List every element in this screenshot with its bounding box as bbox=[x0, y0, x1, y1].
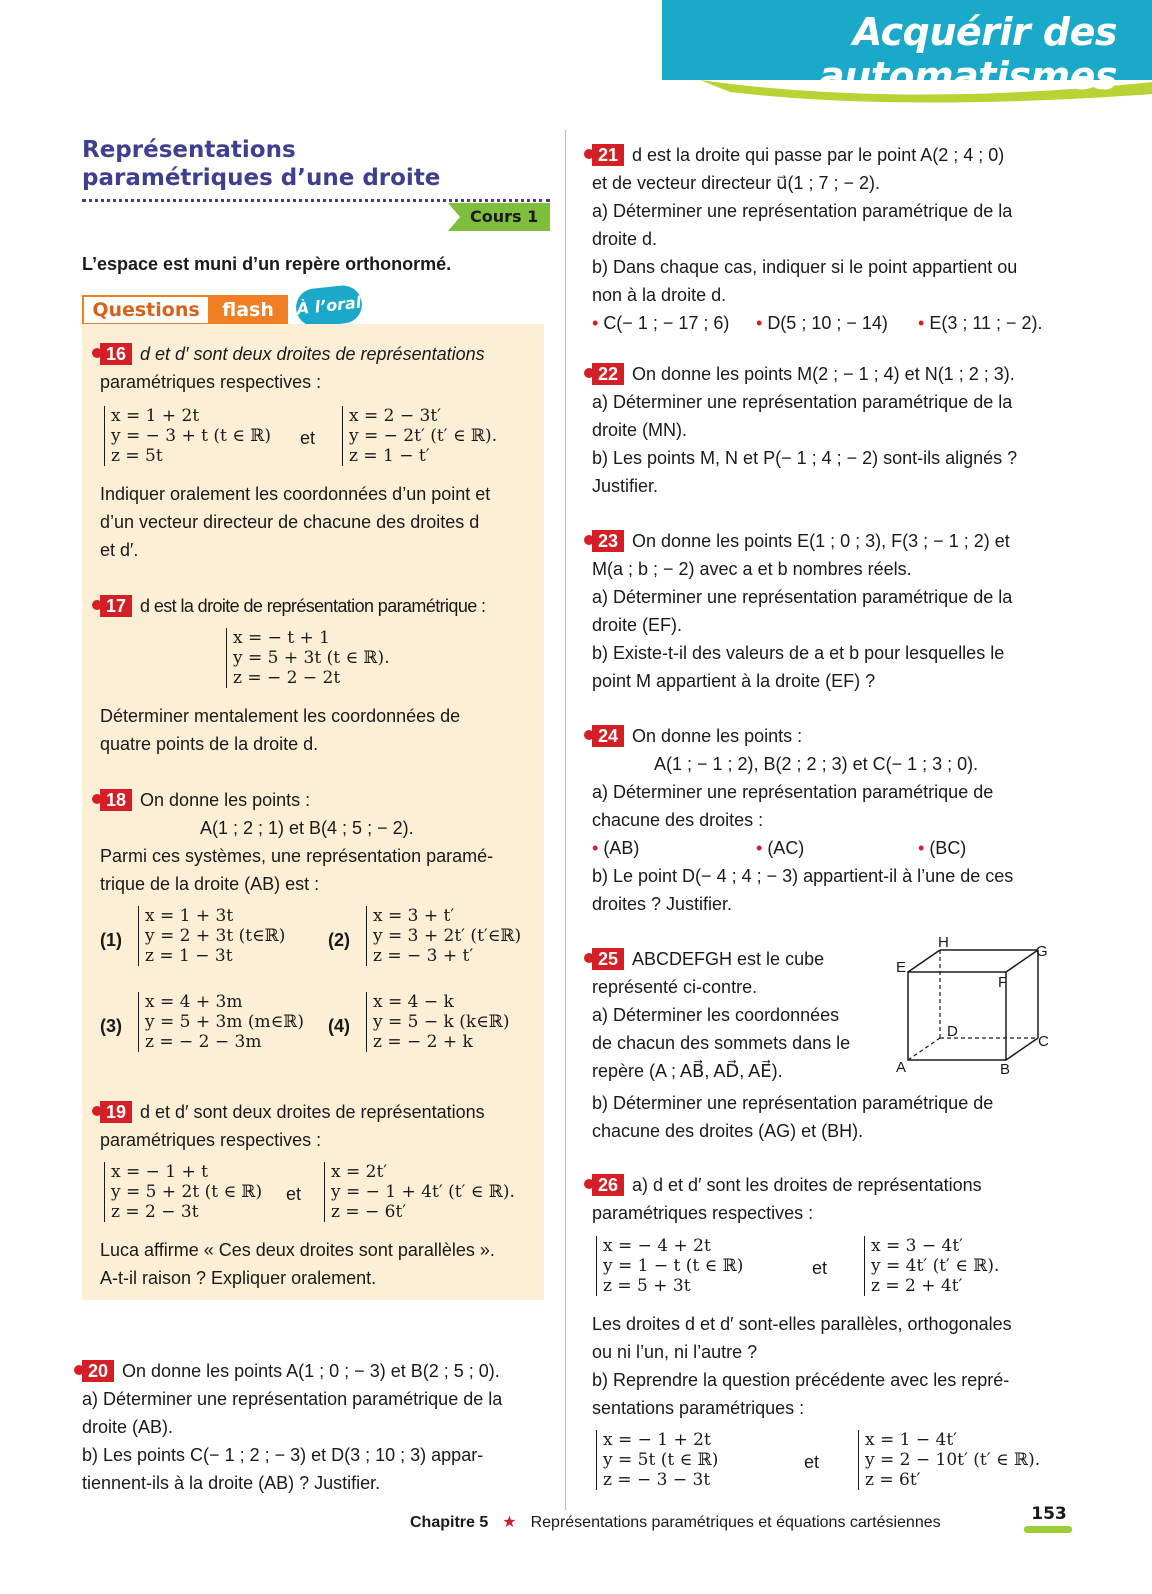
ex21-line2: et de vecteur directeur u⃗(1 ; 7 ; − 2). bbox=[592, 173, 881, 193]
cube-edge bbox=[1006, 950, 1038, 972]
ex22-line1: On donne les points M(2 ; − 1 ; 4) et N(1 ; 2 ; 3). bbox=[632, 364, 1015, 384]
ex24-line-ab bbox=[592, 834, 639, 862]
ex18-system-2 bbox=[366, 906, 521, 966]
ex20-b2: tiennent-ils à la droite (AB) ? Justifier. bbox=[82, 1473, 381, 1493]
point-label: C(− 1 ; − 17 ; 6) bbox=[603, 313, 730, 333]
ex19-line1: d et d′ sont deux droites de représentations bbox=[140, 1102, 485, 1122]
sys-line: x = − 1 + 2t bbox=[603, 1430, 711, 1450]
ex19-text1: Luca affirme « Ces deux droites sont parallèles ». bbox=[100, 1240, 495, 1260]
cours-tag bbox=[448, 203, 550, 231]
ex21-point-e bbox=[918, 309, 1043, 337]
sys-line: y = 3 + 2t′ (t′∈ℝ) bbox=[373, 926, 522, 946]
ex25-b1: b) Déterminer une représentation paramétrique de bbox=[592, 1093, 994, 1113]
sys-line: y = − 1 + 4t′ (t′ ∈ ℝ). bbox=[331, 1182, 515, 1202]
ex19-system-a bbox=[104, 1162, 262, 1222]
ex21-line1: d est la droite qui passe par le point A(2 ; 4 ; 0) bbox=[632, 145, 1005, 165]
vertex-label: F bbox=[998, 974, 1008, 991]
ex25-a3: repère (A ; AB⃗, AD⃗, AE⃗). bbox=[592, 1061, 783, 1081]
ex21-b2: non à la droite d. bbox=[592, 285, 727, 305]
ex26-b1: b) Reprendre la question précédente avec les repré- bbox=[592, 1370, 1010, 1390]
vertex-label: D bbox=[947, 1023, 958, 1040]
ex20-a1: a) Déterminer une représentation paramétrique de la bbox=[82, 1389, 503, 1409]
ex24-b1: b) Le point D(− 4 ; 4 ; − 3) appartient-il à l’une de ces bbox=[592, 866, 1014, 886]
line-label: (AB) bbox=[603, 838, 640, 858]
ex20-b1: b) Les points C(− 1 ; 2 ; − 3) et D(3 ; 10 ; 3) appar- bbox=[82, 1445, 484, 1465]
exercise-number: 22 bbox=[592, 363, 624, 385]
sys-line: y = 2 + 3t (t∈ℝ) bbox=[145, 926, 286, 946]
sys-line: y = 5 + 2t (t ∈ ℝ) bbox=[111, 1182, 263, 1202]
ex22-b1: b) Les points M, N et P(− 1 ; 4 ; − 2) sont-ils alignés ? bbox=[592, 448, 1018, 468]
ex22-a1: a) Déterminer une représentation paramétrique de la bbox=[592, 392, 1013, 412]
sys-line: x = − 1 + t bbox=[111, 1162, 208, 1182]
sys-line: z = 5t bbox=[111, 446, 163, 466]
sys-line: z = − 2 − 2t bbox=[233, 668, 341, 688]
ex17-text2: quatre points de la droite d. bbox=[100, 734, 319, 754]
exercise-17 bbox=[100, 592, 485, 620]
ex19-line2: paramétriques respectives : bbox=[100, 1130, 322, 1150]
sys-line: x = 1 − 4t′ bbox=[865, 1430, 958, 1450]
sys-line: y = − 3 + t (t ∈ ℝ) bbox=[111, 426, 272, 446]
exercise-24 bbox=[592, 722, 802, 750]
sys-line: z = 1 − t′ bbox=[349, 446, 430, 466]
vertex-label: H bbox=[938, 934, 949, 951]
ex25-line1: ABCDEFGH est le cube bbox=[632, 949, 825, 969]
ex18-line1: On donne les points : bbox=[140, 790, 311, 810]
cours-label: Cours 1 bbox=[470, 207, 539, 226]
sys-line: z = 5 + 3t bbox=[603, 1276, 691, 1296]
vertex-label: G bbox=[1036, 943, 1048, 960]
cube-edge bbox=[1006, 1038, 1038, 1060]
sys-line: y = 5 + 3t (t ∈ ℝ). bbox=[233, 648, 390, 668]
ex17-text1: Déterminer mentalement les coordonnées de bbox=[100, 706, 461, 726]
exercise-number: 18 bbox=[100, 789, 132, 811]
sys-line: x = 2 − 3t′ bbox=[349, 406, 442, 426]
exercise-20 bbox=[82, 1357, 500, 1385]
ex24-line-bc bbox=[918, 834, 966, 862]
ex23-b1: b) Existe-t-il des valeurs de a et b pour lesquelles le bbox=[592, 643, 1005, 663]
vertex-label: B bbox=[1000, 1061, 1011, 1078]
ex18-label-4: (4) bbox=[328, 1016, 350, 1036]
ex24-line2: A(1 ; − 1 ; 2), B(2 ; 2 ; 3) et C(− 1 ; 3 ; 0). bbox=[654, 754, 979, 774]
ex20-a2: droite (AB). bbox=[82, 1417, 174, 1437]
ex26-et: et bbox=[812, 1258, 828, 1278]
ex26-q1: Les droites d et d′ sont-elles parallèles, orthogonales bbox=[592, 1314, 1012, 1334]
ex26-system-c bbox=[596, 1430, 718, 1490]
footer bbox=[410, 1512, 941, 1532]
sys-line: x = 4 + 3m bbox=[145, 992, 243, 1012]
sys-line: z = − 3 + t′ bbox=[373, 946, 474, 966]
ex26-line1: a) d et d′ sont les droites de représentations bbox=[632, 1175, 982, 1195]
ex26-et-2: et bbox=[804, 1452, 820, 1472]
ex25-a2: de chacun des sommets dans le bbox=[592, 1033, 851, 1053]
ex18-label-2: (2) bbox=[328, 930, 350, 950]
ex16-system-a bbox=[104, 406, 271, 466]
questions-label: Questions bbox=[82, 295, 210, 325]
exercise-number: 26 bbox=[592, 1174, 624, 1196]
exercise-25 bbox=[592, 945, 824, 973]
exercise-number: 16 bbox=[100, 343, 132, 365]
line-label: (AC) bbox=[767, 838, 805, 858]
ex21-a1: a) Déterminer une représentation paramétrique de la bbox=[592, 201, 1013, 221]
ex18-line2: A(1 ; 2 ; 1) et B(4 ; 5 ; − 2). bbox=[200, 818, 414, 838]
column-separator bbox=[565, 130, 566, 1510]
section-title bbox=[82, 136, 440, 192]
ex24-a2: chacune des droites : bbox=[592, 810, 764, 830]
vertex-label: E bbox=[896, 959, 907, 976]
exercise-18 bbox=[100, 786, 310, 814]
sys-line: z = 2 − 3t bbox=[111, 1202, 199, 1222]
sys-line: y = 2 − 10t′ (t′ ∈ ℝ). bbox=[865, 1450, 1041, 1470]
section-title-line1: Représentations bbox=[82, 137, 296, 163]
ex16-text3: et d′. bbox=[100, 540, 139, 560]
ex25-line2: représenté ci-contre. bbox=[592, 977, 758, 997]
ex25-b2: chacune des droites (AG) et (BH). bbox=[592, 1121, 864, 1141]
ex18-line4: trique de la droite (AB) est : bbox=[100, 874, 320, 894]
bullet-icon: • bbox=[918, 313, 930, 333]
ex18-system-4 bbox=[366, 992, 510, 1052]
cube-figure bbox=[890, 930, 1060, 1080]
sys-line: x = − 4 + 2t bbox=[603, 1236, 711, 1256]
exercise-number: 19 bbox=[100, 1101, 132, 1123]
footer-title: Représentations paramétriques et équations cartésiennes bbox=[530, 1514, 941, 1531]
page-number: 153 bbox=[1031, 1504, 1067, 1524]
ex19-text2: A-t-il raison ? Expliquer oralement. bbox=[100, 1268, 377, 1288]
sys-line: z = − 3 − 3t bbox=[603, 1470, 711, 1490]
ex26-system-d bbox=[858, 1430, 1040, 1490]
ex24-a1: a) Déterminer une représentation paramétrique de bbox=[592, 782, 994, 802]
sys-line: z = − 2 − 3m bbox=[145, 1032, 262, 1052]
sys-line: x = 1 + 2t bbox=[111, 406, 200, 426]
exercise-22 bbox=[592, 360, 1015, 388]
sys-line: z = − 2 + k bbox=[373, 1032, 473, 1052]
footer-chapter: Chapitre 5 bbox=[410, 1514, 489, 1531]
ex16-line2: paramétriques respectives : bbox=[100, 372, 322, 392]
ex26-system-b bbox=[864, 1236, 999, 1296]
page-number-underline bbox=[1024, 1526, 1072, 1533]
sys-line: x = 1 + 3t bbox=[145, 906, 234, 926]
ex21-b1: b) Dans chaque cas, indiquer si le point appartient ou bbox=[592, 257, 1018, 277]
ex23-a1: a) Déterminer une représentation paramétrique de la bbox=[592, 587, 1013, 607]
ex20-line1: On donne les points A(1 ; 0 ; − 3) et B(2 ; 5 ; 0). bbox=[122, 1361, 500, 1381]
sys-line: z = 1 − 3t bbox=[145, 946, 233, 966]
sys-line: y = 5 + 3m (m∈ℝ) bbox=[145, 1012, 304, 1032]
exercise-21 bbox=[592, 141, 1004, 169]
ex18-system-1 bbox=[138, 906, 285, 966]
sys-line: y = − 2t′ (t′ ∈ ℝ). bbox=[349, 426, 498, 446]
exercise-19 bbox=[100, 1098, 485, 1126]
ex16-text1: Indiquer oralement les coordonnées d’un point et bbox=[100, 484, 491, 504]
sys-line: x = − t + 1 bbox=[233, 628, 330, 648]
cube-edge bbox=[908, 950, 940, 972]
ex16-text2: d’un vecteur directeur de chacune des droites d bbox=[100, 512, 480, 532]
point-label: D(5 ; 10 ; − 14) bbox=[767, 313, 888, 333]
exercise-number: 17 bbox=[100, 595, 132, 617]
exercise-number: 21 bbox=[592, 144, 624, 166]
bullet-icon: • bbox=[592, 838, 604, 858]
ex24-b2: droites ? Justifier. bbox=[592, 894, 733, 914]
sys-line: x = 4 − k bbox=[373, 992, 454, 1012]
ex23-line2: M(a ; b ; − 2) avec a et b nombres réels. bbox=[592, 559, 912, 579]
exercise-number: 25 bbox=[592, 948, 624, 970]
ex23-a2: droite (EF). bbox=[592, 615, 683, 635]
ex21-point-c bbox=[592, 309, 729, 337]
ex18-label-1: (1) bbox=[100, 930, 122, 950]
sys-line: z = − 6t′ bbox=[331, 1202, 407, 1222]
ex23-line1: On donne les points E(1 ; 0 ; 3), F(3 ; − 1 ; 2) et bbox=[632, 531, 1010, 551]
bullet-icon: • bbox=[756, 838, 768, 858]
ex16-line1: d et d′ sont deux droites de représentations bbox=[140, 344, 485, 364]
ex24-line1: On donne les points : bbox=[632, 726, 803, 746]
sys-line: y = 5t (t ∈ ℝ) bbox=[603, 1450, 719, 1470]
ex19-system-b bbox=[324, 1162, 515, 1222]
point-label: E(3 ; 11 ; − 2). bbox=[929, 313, 1043, 333]
sys-line: y = 5 − k (k∈ℝ) bbox=[373, 1012, 510, 1032]
oral-badge: À l’oral bbox=[294, 284, 364, 329]
ex18-line3: Parmi ces systèmes, une représentation paramé- bbox=[100, 846, 494, 866]
ex25-a1: a) Déterminer les coordonnées bbox=[592, 1005, 840, 1025]
sys-line: z = 2 + 4t′ bbox=[871, 1276, 963, 1296]
ex21-a2: droite d. bbox=[592, 229, 658, 249]
ex21-point-d bbox=[756, 309, 888, 337]
ex16-system-b bbox=[342, 406, 497, 466]
sys-line: x = 3 + t′ bbox=[373, 906, 455, 926]
ex26-line2: paramétriques respectives : bbox=[592, 1203, 814, 1223]
ex18-label-3: (3) bbox=[100, 1016, 122, 1036]
sys-line: x = 2t′ bbox=[331, 1162, 388, 1182]
ex22-b2: Justifier. bbox=[592, 476, 659, 496]
exercise-26 bbox=[592, 1171, 982, 1199]
arrow-icon bbox=[448, 203, 460, 231]
exercise-number: 24 bbox=[592, 725, 624, 747]
ex19-et: et bbox=[286, 1184, 302, 1204]
ex24-line-ac bbox=[756, 834, 804, 862]
cube-hidden-edge bbox=[908, 1038, 940, 1060]
ex22-a2: droite (MN). bbox=[592, 420, 688, 440]
ex17-system bbox=[226, 628, 390, 688]
cube-front-face bbox=[908, 972, 1006, 1060]
ex26-b2: sentations paramétriques : bbox=[592, 1398, 805, 1418]
exercise-16 bbox=[100, 340, 485, 368]
sys-line: x = 3 − 4t′ bbox=[871, 1236, 964, 1256]
header-title: Acquérir des automatismes bbox=[819, 10, 1117, 98]
dotted-divider bbox=[82, 199, 550, 202]
exercise-number: 20 bbox=[82, 1360, 114, 1382]
bullet-icon: • bbox=[592, 313, 604, 333]
exercise-number: 23 bbox=[592, 530, 624, 552]
sys-line: y = 4t′ (t′ ∈ ℝ). bbox=[871, 1256, 1000, 1276]
section-title-line2: paramétriques d’une droite bbox=[82, 165, 441, 191]
ex26-system-a bbox=[596, 1236, 743, 1296]
ex23-b2: point M appartient à la droite (EF) ? bbox=[592, 671, 876, 691]
ex17-line1: d est la droite de représentation paramétrique : bbox=[140, 596, 486, 616]
line-label: (BC) bbox=[929, 838, 967, 858]
bullet-icon: • bbox=[918, 838, 930, 858]
ex18-system-3 bbox=[138, 992, 304, 1052]
exercise-23 bbox=[592, 527, 1010, 555]
sys-line: y = 1 − t (t ∈ ℝ) bbox=[603, 1256, 744, 1276]
sys-line: z = 6t′ bbox=[865, 1470, 921, 1490]
vertex-label: C bbox=[1038, 1033, 1049, 1050]
star-icon: ★ bbox=[502, 1514, 517, 1531]
ex16-et: et bbox=[300, 428, 316, 448]
bullet-icon: • bbox=[756, 313, 768, 333]
flash-label: flash bbox=[208, 295, 288, 325]
vertex-label: A bbox=[896, 1059, 907, 1076]
intro-text: L’espace est muni d’un repère orthonormé. bbox=[82, 254, 452, 274]
ex26-q2: ou ni l’un, ni l’autre ? bbox=[592, 1342, 758, 1362]
